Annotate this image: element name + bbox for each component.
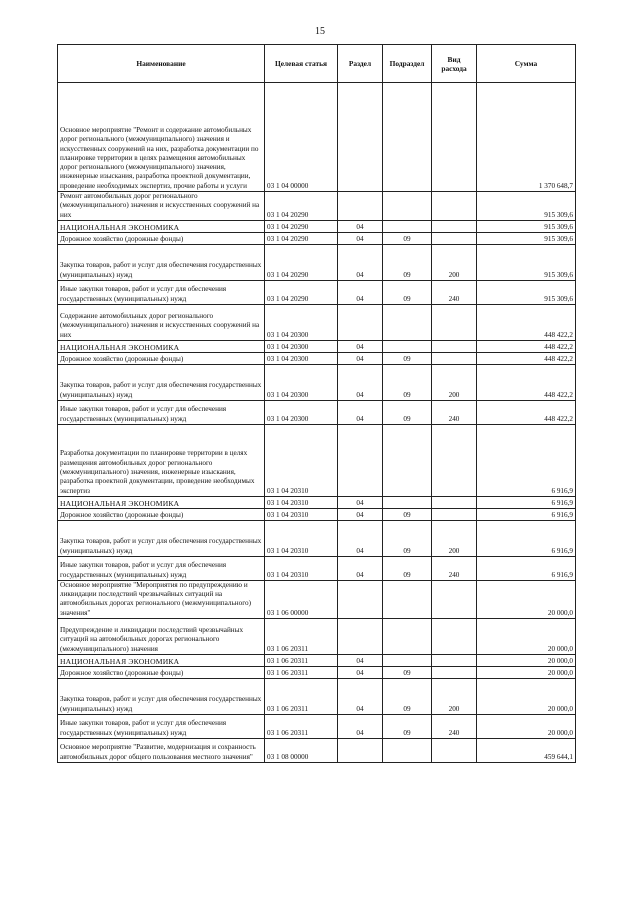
- row-name-cell: Закупка товаров, работ и услуг для обеспечения государственных (муниципальных) нужд: [58, 244, 265, 280]
- row-amount-cell: 6 916,9: [477, 508, 576, 520]
- row-subsection-cell: [383, 739, 432, 763]
- row-expense-type-cell: [432, 739, 477, 763]
- row-subsection-cell: 09: [383, 364, 432, 400]
- table-row: [58, 280, 576, 304]
- row-name-cell: Закупка товаров, работ и услуг для обеспечения государственных (муниципальных) нужд: [58, 364, 265, 400]
- row-section-cell: [338, 619, 383, 655]
- row-amount-cell: 1 370 648,7: [477, 83, 576, 192]
- row-amount-cell: 6 916,9: [477, 424, 576, 496]
- row-name-cell: Закупка товаров, работ и услуг для обеспечения государственных (муниципальных) нужд: [58, 679, 265, 715]
- row-amount-cell: 448 422,2: [477, 352, 576, 364]
- row-subsection-cell: 09: [383, 508, 432, 520]
- table-row: [58, 496, 576, 508]
- row-name-cell: Иные закупки товаров, работ и услуг для обеспечения государственных (муниципальных) нужд: [58, 715, 265, 739]
- row-code-cell: 03 1 04 20310: [265, 424, 338, 496]
- table-row: [58, 364, 576, 400]
- row-name-cell: Закупка товаров, работ и услуг для обеспечения государственных (муниципальных) нужд: [58, 520, 265, 556]
- row-expense-type-cell: [432, 508, 477, 520]
- row-amount-cell: 915 309,6: [477, 192, 576, 221]
- row-subsection-cell: 09: [383, 556, 432, 580]
- row-amount-cell: 459 644,1: [477, 739, 576, 763]
- row-code-cell: 03 1 06 20311: [265, 667, 338, 679]
- header-amount: Сумма: [477, 45, 576, 83]
- row-amount-cell: 915 309,6: [477, 232, 576, 244]
- row-expense-type-cell: 200: [432, 520, 477, 556]
- row-amount-cell: 915 309,6: [477, 220, 576, 232]
- row-expense-type-cell: [432, 496, 477, 508]
- row-subsection-cell: 09: [383, 679, 432, 715]
- row-code-cell: 03 1 04 20290: [265, 220, 338, 232]
- row-subsection-cell: 09: [383, 352, 432, 364]
- row-amount-cell: 915 309,6: [477, 244, 576, 280]
- row-expense-type-cell: 240: [432, 715, 477, 739]
- row-section-cell: 04: [338, 667, 383, 679]
- row-expense-type-cell: 200: [432, 364, 477, 400]
- row-expense-type-cell: [432, 232, 477, 244]
- row-amount-cell: 6 916,9: [477, 556, 576, 580]
- page-number: 15: [315, 26, 325, 37]
- row-code-cell: 03 1 04 20300: [265, 340, 338, 352]
- row-code-cell: 03 1 06 20311: [265, 679, 338, 715]
- row-section-cell: 04: [338, 556, 383, 580]
- row-subsection-cell: [383, 304, 432, 340]
- row-subsection-cell: 09: [383, 667, 432, 679]
- row-expense-type-cell: [432, 667, 477, 679]
- row-section-cell: 04: [338, 244, 383, 280]
- row-amount-cell: 448 422,2: [477, 304, 576, 340]
- row-section-cell: 04: [338, 400, 383, 424]
- table-row: [58, 352, 576, 364]
- table-row: [58, 520, 576, 556]
- row-expense-type-cell: 200: [432, 679, 477, 715]
- table-row: [58, 304, 576, 340]
- row-name-cell: Содержание автомобильных дорог регионального (межмуниципального) значения и искусственных сооружений на них: [58, 304, 265, 340]
- row-name-cell: Дорожное хозяйство (дорожные фонды): [58, 232, 265, 244]
- row-code-cell: 03 1 04 20290: [265, 244, 338, 280]
- row-name-cell: Разработка документации по планировке территории в целях размещения автомобильных дорог регионального (межмуниципального) значения, инженерные изыскания, разработка проектной документации, проведение необходимых экспертиз: [58, 424, 265, 496]
- row-name-cell: НАЦИОНАЛЬНАЯ ЭКОНОМИКА: [58, 496, 265, 508]
- row-section-cell: 04: [338, 520, 383, 556]
- row-subsection-cell: 09: [383, 280, 432, 304]
- header-name: Наименование: [58, 45, 265, 83]
- row-amount-cell: 6 916,9: [477, 520, 576, 556]
- row-name-cell: НАЦИОНАЛЬНАЯ ЭКОНОМИКА: [58, 655, 265, 667]
- row-code-cell: 03 1 04 20290: [265, 232, 338, 244]
- row-amount-cell: 20 000,0: [477, 619, 576, 655]
- row-expense-type-cell: 240: [432, 280, 477, 304]
- row-subsection-cell: [383, 496, 432, 508]
- row-code-cell: 03 1 04 20310: [265, 508, 338, 520]
- row-code-cell: 03 1 04 20300: [265, 352, 338, 364]
- row-section-cell: [338, 739, 383, 763]
- row-expense-type-cell: 200: [432, 244, 477, 280]
- row-amount-cell: 20 000,0: [477, 580, 576, 618]
- row-code-cell: 03 1 04 20310: [265, 496, 338, 508]
- row-section-cell: [338, 192, 383, 221]
- row-expense-type-cell: [432, 304, 477, 340]
- row-name-cell: Основное мероприятие "Мероприятия по предупреждению и ликвидации последствий чрезвычайных ситуаций на автомобильных дорогах регионального (межмуниципального) значения": [58, 580, 265, 618]
- row-section-cell: 04: [338, 220, 383, 232]
- row-section-cell: 04: [338, 232, 383, 244]
- row-code-cell: 03 1 04 20290: [265, 192, 338, 221]
- row-subsection-cell: 09: [383, 715, 432, 739]
- row-section-cell: [338, 580, 383, 618]
- row-section-cell: [338, 304, 383, 340]
- row-code-cell: 03 1 06 20311: [265, 715, 338, 739]
- table-row: [58, 739, 576, 763]
- row-name-cell: Дорожное хозяйство (дорожные фонды): [58, 352, 265, 364]
- row-name-cell: Основное мероприятие "Ремонт и содержание автомобильных дорог регионального (межмуниципального) значения и искусственных сооружений на них, разработка документации по планировке территории в целях размещения автомобильных дорог регионального (межмуниципального) значения, инженерные изыскания, разработка проектной документации, проведение необходимых экспертиз, прочие работы и услуги: [58, 83, 265, 192]
- row-code-cell: 03 1 04 20300: [265, 304, 338, 340]
- budget-table: [57, 44, 576, 763]
- row-amount-cell: 448 422,2: [477, 400, 576, 424]
- row-subsection-cell: [383, 83, 432, 192]
- table-row: [58, 244, 576, 280]
- table-row: [58, 232, 576, 244]
- row-code-cell: 03 1 04 00000: [265, 83, 338, 192]
- table-row: [58, 679, 576, 715]
- row-amount-cell: 20 000,0: [477, 667, 576, 679]
- row-expense-type-cell: [432, 424, 477, 496]
- row-subsection-cell: [383, 424, 432, 496]
- row-expense-type-cell: [432, 192, 477, 221]
- row-amount-cell: 6 916,9: [477, 496, 576, 508]
- row-amount-cell: 20 000,0: [477, 715, 576, 739]
- row-code-cell: 03 1 06 00000: [265, 580, 338, 618]
- row-section-cell: 04: [338, 352, 383, 364]
- header-section: Раздел: [338, 45, 383, 83]
- row-name-cell: Иные закупки товаров, работ и услуг для обеспечения государственных (муниципальных) нужд: [58, 556, 265, 580]
- row-name-cell: Дорожное хозяйство (дорожные фонды): [58, 667, 265, 679]
- row-amount-cell: 915 309,6: [477, 280, 576, 304]
- table-row: [58, 667, 576, 679]
- row-expense-type-cell: [432, 619, 477, 655]
- row-expense-type-cell: [432, 655, 477, 667]
- row-subsection-cell: 09: [383, 400, 432, 424]
- table-row: [58, 400, 576, 424]
- row-section-cell: [338, 424, 383, 496]
- row-amount-cell: 20 000,0: [477, 679, 576, 715]
- row-section-cell: 04: [338, 496, 383, 508]
- table-row: [58, 508, 576, 520]
- table-body: [58, 83, 576, 763]
- row-expense-type-cell: [432, 83, 477, 192]
- row-section-cell: 04: [338, 508, 383, 520]
- row-name-cell: НАЦИОНАЛЬНАЯ ЭКОНОМИКА: [58, 220, 265, 232]
- table-row: [58, 220, 576, 232]
- row-name-cell: Основное мероприятие "Развитие, модернизация и сохранность автомобильных дорог общего пользования местного значения": [58, 739, 265, 763]
- row-subsection-cell: 09: [383, 520, 432, 556]
- table-row: [58, 424, 576, 496]
- row-subsection-cell: [383, 340, 432, 352]
- row-expense-type-cell: [432, 352, 477, 364]
- row-code-cell: 03 1 04 20310: [265, 556, 338, 580]
- row-code-cell: 03 1 06 20311: [265, 619, 338, 655]
- row-code-cell: 03 1 08 00000: [265, 739, 338, 763]
- row-name-cell: Иные закупки товаров, работ и услуг для обеспечения государственных (муниципальных) нужд: [58, 280, 265, 304]
- table-row: [58, 580, 576, 618]
- row-subsection-cell: [383, 655, 432, 667]
- row-subsection-cell: 09: [383, 232, 432, 244]
- row-name-cell: НАЦИОНАЛЬНАЯ ЭКОНОМИКА: [58, 340, 265, 352]
- header-code: Целевая статья: [265, 45, 338, 83]
- row-amount-cell: 448 422,2: [477, 364, 576, 400]
- table-row: [58, 83, 576, 192]
- row-section-cell: 04: [338, 655, 383, 667]
- row-amount-cell: 20 000,0: [477, 655, 576, 667]
- row-expense-type-cell: 240: [432, 400, 477, 424]
- row-subsection-cell: [383, 220, 432, 232]
- row-name-cell: Дорожное хозяйство (дорожные фонды): [58, 508, 265, 520]
- row-section-cell: 04: [338, 280, 383, 304]
- row-expense-type-cell: [432, 580, 477, 618]
- row-subsection-cell: 09: [383, 244, 432, 280]
- row-amount-cell: 448 422,2: [477, 340, 576, 352]
- row-code-cell: 03 1 04 20290: [265, 280, 338, 304]
- row-subsection-cell: [383, 580, 432, 618]
- table-row: [58, 340, 576, 352]
- row-section-cell: 04: [338, 340, 383, 352]
- row-expense-type-cell: [432, 220, 477, 232]
- row-subsection-cell: [383, 619, 432, 655]
- table-row: [58, 556, 576, 580]
- row-section-cell: 04: [338, 715, 383, 739]
- row-name-cell: Ремонт автомобильных дорог регионального (межмуниципального) значения и искусственных сооружений на них: [58, 192, 265, 221]
- header-expense-type: Вид расхода: [432, 45, 477, 83]
- row-section-cell: [338, 83, 383, 192]
- header-subsection: Подраздел: [383, 45, 432, 83]
- table-header-row: [58, 45, 576, 83]
- row-expense-type-cell: [432, 340, 477, 352]
- row-code-cell: 03 1 04 20300: [265, 364, 338, 400]
- row-section-cell: 04: [338, 364, 383, 400]
- row-section-cell: 04: [338, 679, 383, 715]
- table-row: [58, 715, 576, 739]
- row-expense-type-cell: 240: [432, 556, 477, 580]
- table-row: [58, 655, 576, 667]
- row-name-cell: Предупреждение и ликвидации последствий чрезвычайных ситуаций на автомобильных дорогах регионального (межмуниципального) значения: [58, 619, 265, 655]
- table-row: [58, 192, 576, 221]
- table-row: [58, 619, 576, 655]
- row-code-cell: 03 1 06 20311: [265, 655, 338, 667]
- row-code-cell: 03 1 04 20300: [265, 400, 338, 424]
- row-subsection-cell: [383, 192, 432, 221]
- row-name-cell: Иные закупки товаров, работ и услуг для обеспечения государственных (муниципальных) нужд: [58, 400, 265, 424]
- row-code-cell: 03 1 04 20310: [265, 520, 338, 556]
